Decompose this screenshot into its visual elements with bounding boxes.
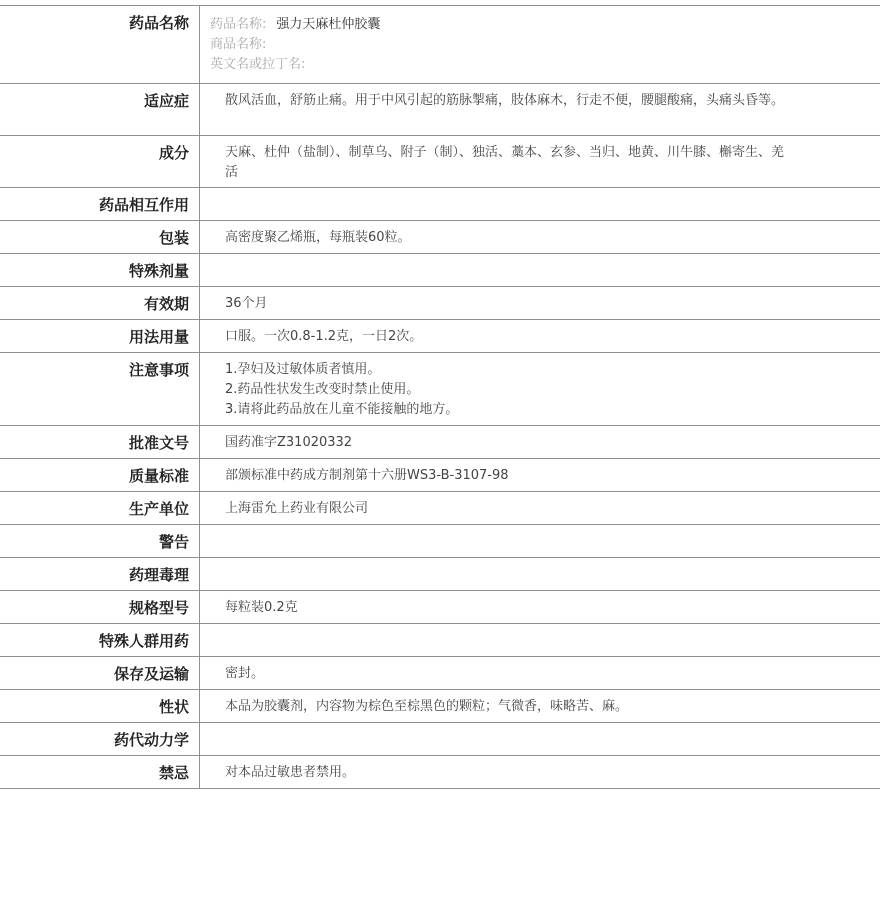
- row-value: [200, 657, 880, 689]
- name-value: 强力天麻杜仲胶囊: [276, 17, 381, 32]
- row-label: 药品名称: [0, 6, 200, 83]
- table-row: [0, 558, 880, 591]
- name-line: [210, 35, 880, 55]
- table-row: [0, 6, 880, 84]
- row-label: 质量标准: [0, 459, 200, 491]
- table-row: [0, 188, 880, 221]
- row-label: 药品相互作用: [0, 188, 200, 220]
- value-line: 3.请将此药品放在儿童不能接触的地方。: [225, 402, 459, 417]
- row-value: [200, 287, 880, 319]
- table-row: [0, 591, 880, 624]
- value-line: 1.孕妇及过敏体质者慎用。: [225, 362, 381, 377]
- table-row: [0, 657, 880, 690]
- value-line: 每粒装0.2克: [225, 600, 298, 615]
- table-row: [0, 221, 880, 254]
- row-value: [200, 591, 880, 623]
- row-label: 警告: [0, 525, 200, 557]
- row-label: 注意事项: [0, 353, 200, 425]
- value-line: 部颁标准中药成方制剂第十六册WS3-B-3107-98: [225, 468, 509, 483]
- table-row: [0, 723, 880, 756]
- row-value: [200, 756, 880, 788]
- table-row: [0, 624, 880, 657]
- row-value: [200, 188, 880, 220]
- value-line: 天麻、杜仲（盐制）、制草乌、附子（制）、独活、藁本、玄参、当归、地黄、川牛膝、槲寄生、羌活: [225, 145, 785, 180]
- table-row: [0, 353, 880, 426]
- row-value: [200, 624, 880, 656]
- row-label: 规格型号: [0, 591, 200, 623]
- table-row: [0, 254, 880, 287]
- row-label: 特殊人群用药: [0, 624, 200, 656]
- table-row: [0, 84, 880, 136]
- row-value: [200, 426, 880, 458]
- value-line: 密封。: [225, 666, 265, 681]
- row-label: 有效期: [0, 287, 200, 319]
- row-label: 禁忌: [0, 756, 200, 788]
- name-line: [210, 15, 880, 35]
- value-line: 本品为胶囊剂，内容物为棕色至棕黑色的颗粒；气微香，味略苦、麻。: [225, 699, 629, 714]
- row-value: [200, 254, 880, 286]
- row-value: [200, 353, 880, 425]
- table-row: [0, 426, 880, 459]
- row-label: 适应症: [0, 84, 200, 135]
- table-row: [0, 690, 880, 723]
- row-value: [200, 690, 880, 722]
- value-line: 36个月: [225, 296, 268, 311]
- row-value: [200, 84, 880, 135]
- row-label: 用法用量: [0, 320, 200, 352]
- row-label: 包装: [0, 221, 200, 253]
- row-value: [200, 6, 880, 83]
- table-row: [0, 320, 880, 353]
- name-key: 商品名称:: [210, 37, 267, 52]
- value-line: 口服。一次0.8-1.2克，一日2次。: [225, 329, 423, 344]
- name-key: 英文名或拉丁名:: [210, 57, 306, 72]
- row-label: 药代动力学: [0, 723, 200, 755]
- row-label: 保存及运输: [0, 657, 200, 689]
- table-row: [0, 525, 880, 558]
- value-line: 2.药品性状发生改变时禁止使用。: [225, 382, 420, 397]
- row-label: 性状: [0, 690, 200, 722]
- table-row: [0, 459, 880, 492]
- row-label: 药理毒理: [0, 558, 200, 590]
- row-value: [200, 459, 880, 491]
- row-label: 批准文号: [0, 426, 200, 458]
- row-label: 特殊剂量: [0, 254, 200, 286]
- value-line: 高密度聚乙烯瓶，每瓶装60粒。: [225, 230, 411, 245]
- row-value: [200, 525, 880, 557]
- row-label: 生产单位: [0, 492, 200, 524]
- row-value: [200, 221, 880, 253]
- name-line: [210, 55, 880, 75]
- drug-info-table: [0, 5, 880, 789]
- row-value: [200, 492, 880, 524]
- value-line: 散风活血，舒筋止痛。用于中风引起的筋脉掣痛，肢体麻木，行走不便，腰腿酸痛，头痛头昏等。: [225, 93, 785, 108]
- row-value: [200, 136, 880, 187]
- row-value: [200, 723, 880, 755]
- row-label: 成分: [0, 136, 200, 187]
- row-value: [200, 558, 880, 590]
- value-line: 上海雷允上药业有限公司: [225, 501, 369, 516]
- table-row: [0, 287, 880, 320]
- table-row: [0, 492, 880, 525]
- name-key: 药品名称:: [210, 17, 267, 32]
- table-row: [0, 136, 880, 188]
- value-line: 对本品过敏患者禁用。: [225, 765, 356, 780]
- table-row: [0, 756, 880, 789]
- value-line: 国药准字Z31020332: [225, 435, 353, 450]
- row-value: [200, 320, 880, 352]
